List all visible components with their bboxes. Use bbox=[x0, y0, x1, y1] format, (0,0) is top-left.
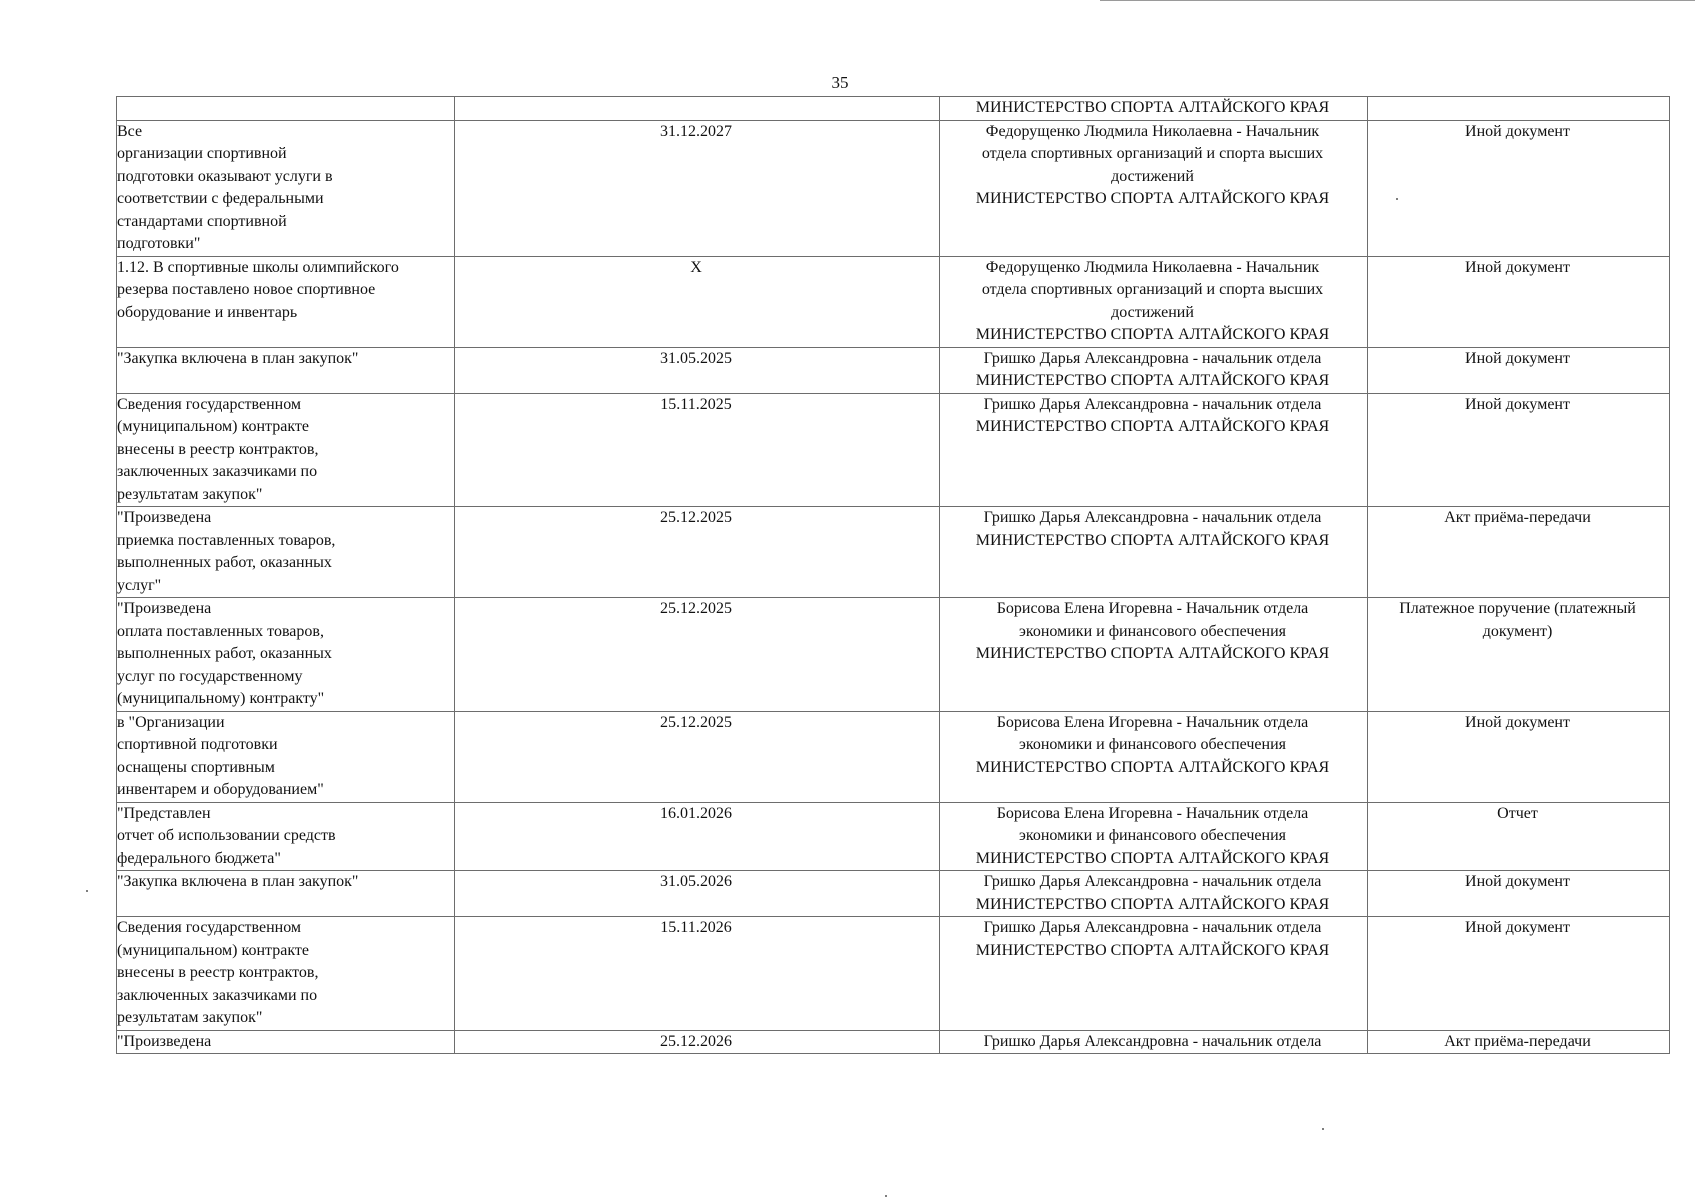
cell-document-type: Иной документ bbox=[1368, 256, 1670, 347]
cell-date: 25.12.2025 bbox=[455, 598, 940, 712]
cell-document-type: Иной документ bbox=[1368, 711, 1670, 802]
cell-document-type: Платежное поручение (платежный документ) bbox=[1368, 598, 1670, 712]
cell-responsible: Федорущенко Людмила Николаевна - Начальник отдела спортивных организаций и спорта высших достижений МИНИСТЕРСТВО СПОРТА АЛТАЙСКОГО КРАЯ bbox=[940, 120, 1368, 256]
scan-speck bbox=[885, 1195, 887, 1197]
scan-speck bbox=[86, 890, 88, 892]
cell-document-type: Акт приёма-передачи bbox=[1368, 1030, 1670, 1054]
cell-event-name: "Произведена оплата поставленных товаров, выполненных работ, оказанных услуг по государственному (муниципальному) контракту" bbox=[117, 598, 455, 712]
cell-event-name bbox=[117, 97, 455, 121]
cell-responsible: Гришко Дарья Александровна - начальник отдела МИНИСТЕРСТВО СПОРТА АЛТАЙСКОГО КРАЯ bbox=[940, 507, 1368, 598]
cell-responsible: Борисова Елена Игоревна - Начальник отдела экономики и финансового обеспечения МИНИСТЕРСТВО СПОРТА АЛТАЙСКОГО КРАЯ bbox=[940, 802, 1368, 871]
cell-document-type: Отчет bbox=[1368, 802, 1670, 871]
cell-event-name: "Произведена bbox=[117, 1030, 455, 1054]
table-row bbox=[117, 120, 1670, 256]
cell-date: X bbox=[455, 256, 940, 347]
cell-responsible: Гришко Дарья Александровна - начальник отдела МИНИСТЕРСТВО СПОРТА АЛТАЙСКОГО КРАЯ bbox=[940, 917, 1368, 1031]
cell-document-type: Иной документ bbox=[1368, 917, 1670, 1031]
table-row bbox=[117, 802, 1670, 871]
plan-table-body bbox=[117, 97, 1670, 1054]
table-row bbox=[117, 256, 1670, 347]
cell-responsible: Федорущенко Людмила Николаевна - Начальник отдела спортивных организаций и спорта высших достижений МИНИСТЕРСТВО СПОРТА АЛТАЙСКОГО КРАЯ bbox=[940, 256, 1368, 347]
cell-responsible: Гришко Дарья Александровна - начальник отдела МИНИСТЕРСТВО СПОРТА АЛТАЙСКОГО КРАЯ bbox=[940, 871, 1368, 917]
cell-date: 31.05.2025 bbox=[455, 347, 940, 393]
cell-event-name: "Закупка включена в план закупок" bbox=[117, 871, 455, 917]
cell-document-type: Иной документ bbox=[1368, 871, 1670, 917]
cell-date: 25.12.2025 bbox=[455, 507, 940, 598]
cell-date: 31.05.2026 bbox=[455, 871, 940, 917]
cell-event-name: Сведения государственном (муниципальном) контракте внесены в реестр контрактов, заключенных заказчиками по результатам закупок" bbox=[117, 393, 455, 507]
cell-responsible: Борисова Елена Игоревна - Начальник отдела экономики и финансового обеспечения МИНИСТЕРСТВО СПОРТА АЛТАЙСКОГО КРАЯ bbox=[940, 598, 1368, 712]
cell-event-name: "Закупка включена в план закупок" bbox=[117, 347, 455, 393]
scan-speck bbox=[1322, 1128, 1324, 1130]
scan-edge-line bbox=[1100, 0, 1695, 1]
cell-document-type: Иной документ bbox=[1368, 347, 1670, 393]
cell-responsible: Гришко Дарья Александровна - начальник отдела МИНИСТЕРСТВО СПОРТА АЛТАЙСКОГО КРАЯ bbox=[940, 393, 1368, 507]
cell-document-type: Иной документ bbox=[1368, 120, 1670, 256]
cell-date: 25.12.2025 bbox=[455, 711, 940, 802]
cell-date: 25.12.2026 bbox=[455, 1030, 940, 1054]
cell-responsible: Гришко Дарья Александровна - начальник отдела bbox=[940, 1030, 1368, 1054]
table-row bbox=[117, 507, 1670, 598]
table-row bbox=[117, 598, 1670, 712]
table-row bbox=[117, 711, 1670, 802]
cell-event-name: Все организации спортивной подготовки оказывают услуги в соответствии с федеральными стандартами спортивной подготовки" bbox=[117, 120, 455, 256]
cell-document-type: Акт приёма-передачи bbox=[1368, 507, 1670, 598]
cell-document-type: Иной документ bbox=[1368, 393, 1670, 507]
cell-date: 15.11.2025 bbox=[455, 393, 940, 507]
cell-event-name: Сведения государственном (муниципальном) контракте внесены в реестр контрактов, заключенных заказчиками по результатам закупок" bbox=[117, 917, 455, 1031]
cell-responsible: Гришко Дарья Александровна - начальник отдела МИНИСТЕРСТВО СПОРТА АЛТАЙСКОГО КРАЯ bbox=[940, 347, 1368, 393]
table-row bbox=[117, 97, 1670, 121]
cell-date: 15.11.2026 bbox=[455, 917, 940, 1031]
cell-responsible: МИНИСТЕРСТВО СПОРТА АЛТАЙСКОГО КРАЯ bbox=[940, 97, 1368, 121]
cell-event-name: в "Организации спортивной подготовки оснащены спортивным инвентарем и оборудованием" bbox=[117, 711, 455, 802]
cell-event-name: "Представлен отчет об использовании средств федерального бюджета" bbox=[117, 802, 455, 871]
table-row bbox=[117, 871, 1670, 917]
cell-event-name: 1.12. В спортивные школы олимпийского резерва поставлено новое спортивное оборудование и инвентарь bbox=[117, 256, 455, 347]
table-row bbox=[117, 393, 1670, 507]
table-row bbox=[117, 347, 1670, 393]
table-row bbox=[117, 917, 1670, 1031]
cell-date: 31.12.2027 bbox=[455, 120, 940, 256]
cell-responsible: Борисова Елена Игоревна - Начальник отдела экономики и финансового обеспечения МИНИСТЕРСТВО СПОРТА АЛТАЙСКОГО КРАЯ bbox=[940, 711, 1368, 802]
cell-date bbox=[455, 97, 940, 121]
plan-table bbox=[116, 96, 1670, 1054]
table-row bbox=[117, 1030, 1670, 1054]
page-number: 35 bbox=[831, 73, 849, 92]
cell-date: 16.01.2026 bbox=[455, 802, 940, 871]
scan-speck bbox=[1396, 198, 1398, 200]
cell-event-name: "Произведена приемка поставленных товаров, выполненных работ, оказанных услуг" bbox=[117, 507, 455, 598]
cell-document-type bbox=[1368, 97, 1670, 121]
